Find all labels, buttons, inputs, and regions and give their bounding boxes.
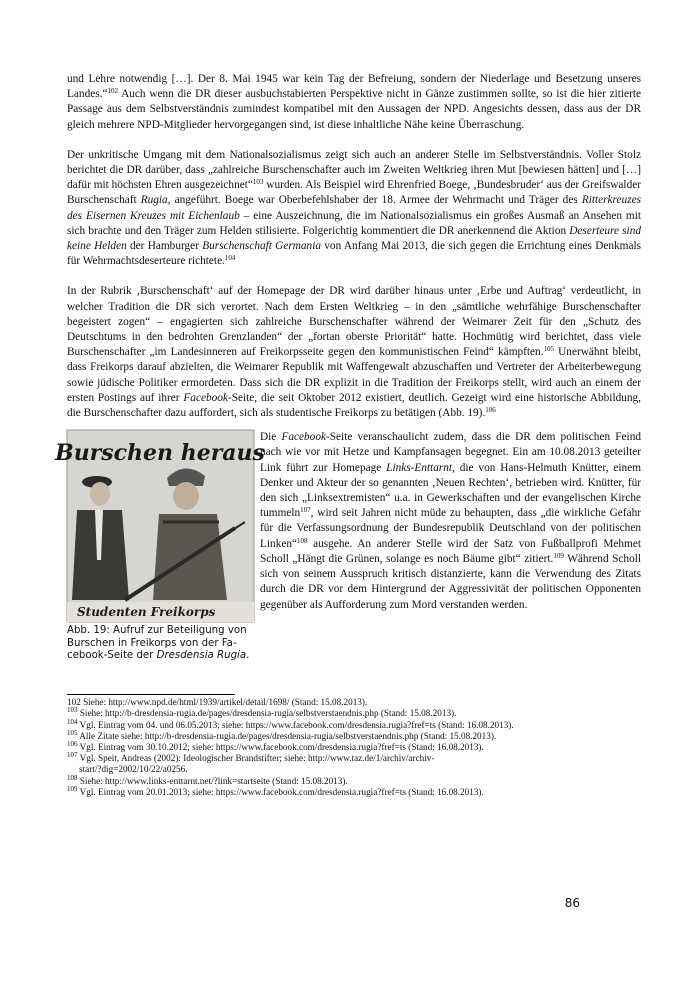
figure-row (55, 430, 642, 682)
poster-image (55, 430, 265, 622)
paragraph-3: In der Rubrik ‚Burschenschaft‘ auf der Homepage der DR wird darüber hinaus unter ‚Erbe und Auftrag‘ verdeutlicht, in welcher Tradition die DR sich verortet. Nach dem Ersten Weltkrieg – in den „sämtliche wehrfähige Burschenschafter begeistert zogen“ – engagierten sich zahlreiche Burschenschafter während der Weimarer Zeit für den „Schutz des Deutschtums in den bedrohten Grenzlanden“ der „fortan oberste Priorität“ hatte. Hochmütig wird berichtet, dass viele Burschenschafter „im Landesinneren auf Freikorpsseite gegen den kommunistischen Feind“ kämpften.$^{105}$ Unerwähnt bleibt, dass Freikorps darauf abzielten, die Weimarer Republik mit Waffengewalt abzuschaffen und Vertreter der Arbeiterbewegung sowie jüdische Politiker ermordeten. Dass sich die DR explizit in die Tradition der Freikorps stellt, wird auch an einem der ersten Postings auf ihrer Facebook-Seite, die seit Oktober 2012 existiert, deutlich. Gezeigt wird eine historische Abbildung, die Burschenschafter dazu auffordert, sich als studentische Freikorps zu betätigen (Abb. 19).$^{106}$ (67, 285, 642, 420)
footnote-ref-107[interactable]: 107 (300, 506, 311, 515)
footnote-107-continued: start/?dig=2002/10/22/a0256. (79, 764, 188, 775)
footnote-103: $^{103}$ Siehe: http://b-dresdensia-rugia.de/pages/dresdensia-rugia/selbstverstaendnis.php (Stand: 15.08.2013). (67, 706, 457, 719)
paragraph-1: und Lehre notwendig […]. Der 8. Mai 1945 war kein Tag der Befreiung, sondern der Niederlage und Besetzung unseres Landes.“$^{102}$ Auch wenn die DR dieser ausbuchstabierten Perspektive nicht in Gänze zustimmen sollte, so ist die hier zitierte Passage aus dem Selbstverständnis zumindest kompatibel mit den Aussagen der NPD. Angesichts dessen, dass aus der DR gleich mehrere NPD-Mitglieder hervorgegangen sind, ist diese inhaltliche Nähe keine Überraschung. (67, 73, 641, 131)
footnote-ref-102[interactable]: 102 (107, 87, 118, 96)
footnote-108: $^{108}$ Siehe: http://www.links-enttarnt.net/?link=startseite (Stand: 15.08.2013). (67, 773, 348, 786)
figure-19 (55, 430, 265, 662)
footnote-divider (67, 694, 235, 695)
poster-bottom-text: Studenten Freikorps (77, 605, 216, 620)
footnote-ref-105[interactable]: 105 (543, 345, 555, 354)
footnote-ref-106[interactable]: 106 (485, 406, 496, 415)
page-number: 86 (564, 896, 580, 910)
footnote-104: $^{104}$ Vgl. Eintrag vom 04. und 06.05.2013; siehe: https://www.facebook.com/dresdensia.rugia?fref=ts (Stand: 16.08.2013). (67, 717, 514, 730)
paragraph-2: Der unkritische Umgang mit dem Nationalsozialismus zeigt sich auch an anderer Stelle im Selbstverständnis. Voller Stolz berichtet die DR darüber, dass „zahlreiche Burschenschafter auch im Zweiten Weltkrieg ihren Mut [bewiesen hätten] und […] dafür mit höchsten Ehren ausgezeichnet“$^{103}$ wurden. Als Beispiel wird Ehrenfried Boege, ‚Bundesbruder‘ aus der Greifswalder Burschenschaft Rugia, angeführt. Boege war Oberbefehlshaber der 18. Armee der Wehrmacht und Träger des Ritterkreuzes des Eisernen Kreuzes mit Eichenlaub – eine Auszeichnung, die im Nationalsozialismus ein großes Ausmaß an Ansehen mit sich brachte und den Träger zum Helden stilisierte. Folgerichtig kommentiert die DR anerkennend die Aktion Deserteure sind keine Helden der Hamburger Burschenschaft Germania von Anfang Mai 2013, die sich gegen die Errichtung eines Denkmals für Wehrmachtsdeserteure richtete.$^{104}$ (67, 148, 641, 268)
page-body (55, 72, 642, 798)
footnote-105: $^{105}$ Alle Zitate siehe: http://b-dresdensia-rugia.de/pages/dresdensia-rugia/selbstverstaendnis.php (Stand: 15.08.2013). (67, 728, 497, 741)
paragraph-4: Die Facebook-Seite veranschaulicht zudem, dass die DR dem politischen Feind nach wie vor mit Hetze und Kampfansagen begegnet. Ein am 10.08.2013 geteilter Link führt zur Homepage Links-Enttarnt, die von Hans-Helmuth Knütter, einem Denker und Akteur der so genannten ‚Neuen Rechten‘, betrieben wird. Knütter, für den sich „Linksextremisten“ u.a. in Gewerkschaften und der evangelischen Kirche tummeln$^{107}$, wird seit Jahren nicht müde zu behaupten, dass „die wirkliche Gefahr für die Verfassungsordnung der Bundesrepublik Deutschland von der politischen Linken“$^{108}$ ausgehe. An anderer Stelle wird der Satz von Fußballprofi Mehmet Scholl „Hängt die Grünen, solange es noch Bäume gibt“ zitiert.$^{109}$ Während Scholl sich von seinem Ausspruch kritisch distanzierte, kann die Verwendung des Zitats durch die DR vor dem Hintergrund der Aggressivität der politischen Opponenten gegenüber als Aufforderung zum Mord verstanden werden. (260, 431, 642, 611)
poster-top-text: Burschen heraus (55, 440, 265, 467)
figure-caption: Abb. 19: Aufruf zur Beteiligung von Burschen in Freikorps von der Facebook-Seite der Dresdensia Rugia. (67, 625, 250, 662)
footnotes (67, 697, 641, 798)
footnote-109: $^{109}$ Vgl. Eintrag vom 20.01.2013; siehe: https://www.facebook.com/dresdensia.rugia?fref=ts (Stand: 16.08.2013). (67, 784, 484, 797)
footnote-ref-108[interactable]: 108 (297, 536, 308, 545)
footnote-ref-109[interactable]: 109 (553, 551, 564, 560)
footnote-ref-103[interactable]: 103 (252, 178, 264, 187)
footnote-106: $^{106}$ Vgl. Eintrag vom 30.10.2012; siehe: https://www.facebook.com/dresdensia.rugia?fref=ts (Stand: 16.08.2013). (67, 740, 484, 753)
footnote-ref-104[interactable]: 104 (224, 254, 236, 263)
footnote-102: 102 Siehe: http://www.npd.de/html/1939/artikel/detail/1698/ (Stand: 15.08.2013). (67, 697, 368, 708)
footnote-107: $^{107}$ Vgl. Speit, Andreas (2002): Ideologischer Brandstifter; siehe: http://www.taz.de/1/archiv/archiv- (67, 751, 435, 764)
figure-side-text (260, 430, 641, 612)
